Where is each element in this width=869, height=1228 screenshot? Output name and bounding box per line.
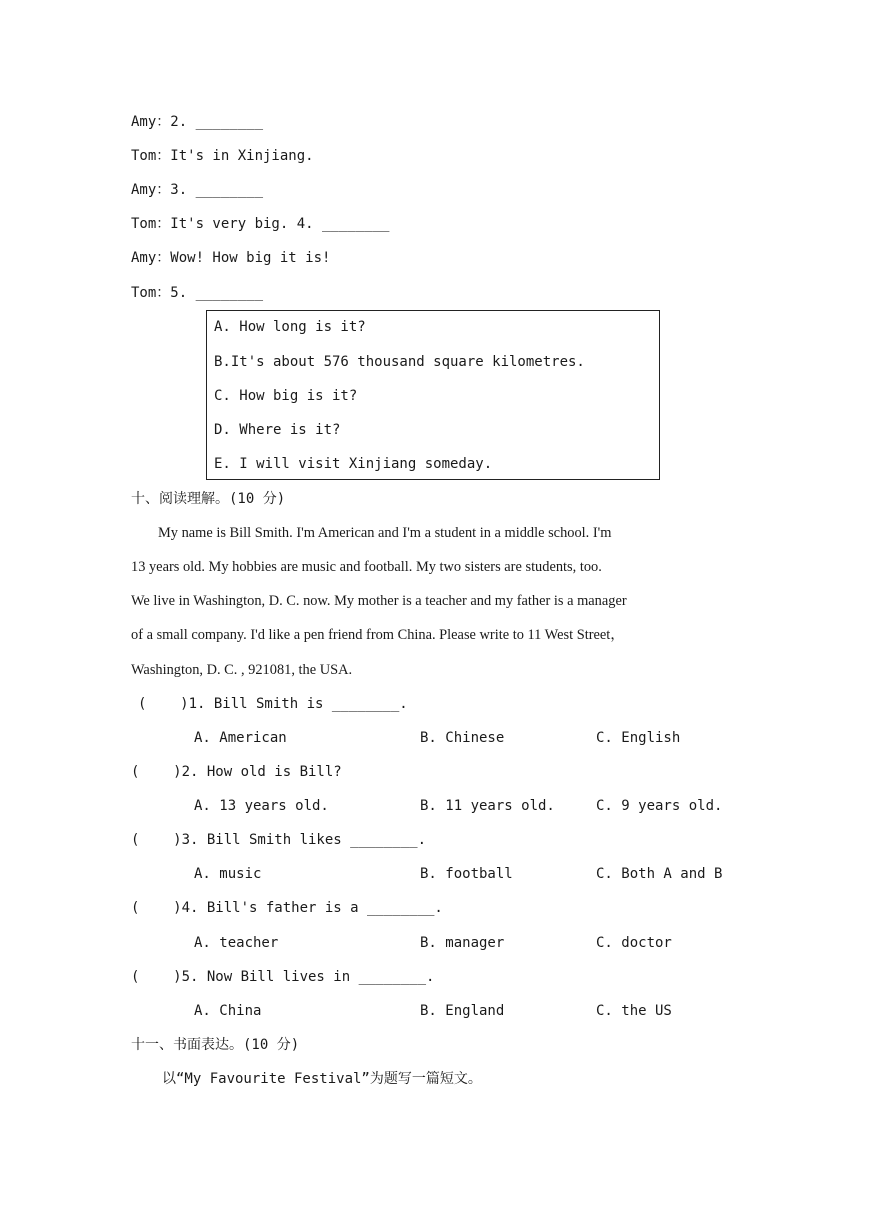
choice-a: A. music: [194, 866, 262, 882]
section-heading-reading: 十、阅读理解。(10 分): [131, 491, 286, 507]
passage-line: 13 years old. My hobbies are music and football. My two sisters are students, too.: [131, 559, 602, 575]
choice-c: C. 9 years old.: [596, 798, 723, 814]
passage-line: of a small company. I'd like a pen friend from China. Please write to 11 West Street，: [131, 627, 625, 643]
choice-b: B. football: [420, 866, 513, 882]
choice-c: C. doctor: [596, 935, 672, 951]
question-stem: ( )2. How old is Bill?: [131, 764, 342, 780]
question-stem: ( )1. Bill Smith is ________.: [138, 696, 408, 712]
choice-c: C. the US: [596, 1003, 672, 1019]
choice-c: C. English: [596, 730, 681, 746]
choice-c: C. Both A and B: [596, 866, 723, 882]
question-stem: ( )5. Now Bill lives in ________.: [131, 969, 435, 985]
choice-a: A. China: [194, 1003, 262, 1019]
dialogue-line: Amy：2. ________: [131, 114, 264, 130]
choice-a: A. teacher: [194, 935, 279, 951]
section-heading-writing: 十一、书面表达。(10 分): [131, 1037, 300, 1053]
option-b: B.It's about 576 thousand square kilometres.: [214, 354, 585, 370]
question-stem: ( )3. Bill Smith likes ________.: [131, 832, 427, 848]
option-c: C. How big is it?: [214, 388, 358, 404]
dialogue-line: Tom：It's very big. 4. ________: [131, 216, 390, 232]
writing-instruction: 以“My Favourite Festival”为题写一篇短文。: [162, 1071, 482, 1087]
option-d: D. Where is it?: [214, 422, 341, 438]
choice-a: A. 13 years old.: [194, 798, 329, 814]
dialogue-line: Amy：3. ________: [131, 182, 264, 198]
question-stem: ( )4. Bill's father is a ________.: [131, 900, 443, 916]
option-a: A. How long is it?: [214, 319, 366, 335]
choice-b: B. England: [420, 1003, 505, 1019]
dialogue-line: Amy：Wow! How big it is!: [131, 250, 331, 266]
passage-line: Washington, D. C. , 921081, the USA.: [131, 662, 353, 678]
option-e: E. I will visit Xinjiang someday.: [214, 456, 493, 472]
passage-line: We live in Washington, D. C. now. My mother is a teacher and my father is a manager: [131, 593, 627, 609]
choice-b: B. 11 years old.: [420, 798, 555, 814]
choice-b: B. manager: [420, 935, 505, 951]
choice-a: A. American: [194, 730, 287, 746]
dialogue-line: Tom：5. ________: [131, 285, 264, 301]
dialogue-line: Tom：It's in Xinjiang.: [131, 148, 314, 164]
passage-line: My name is Bill Smith. I'm American and I'm a student in a middle school. I'm: [158, 525, 612, 541]
choice-b: B. Chinese: [420, 730, 505, 746]
